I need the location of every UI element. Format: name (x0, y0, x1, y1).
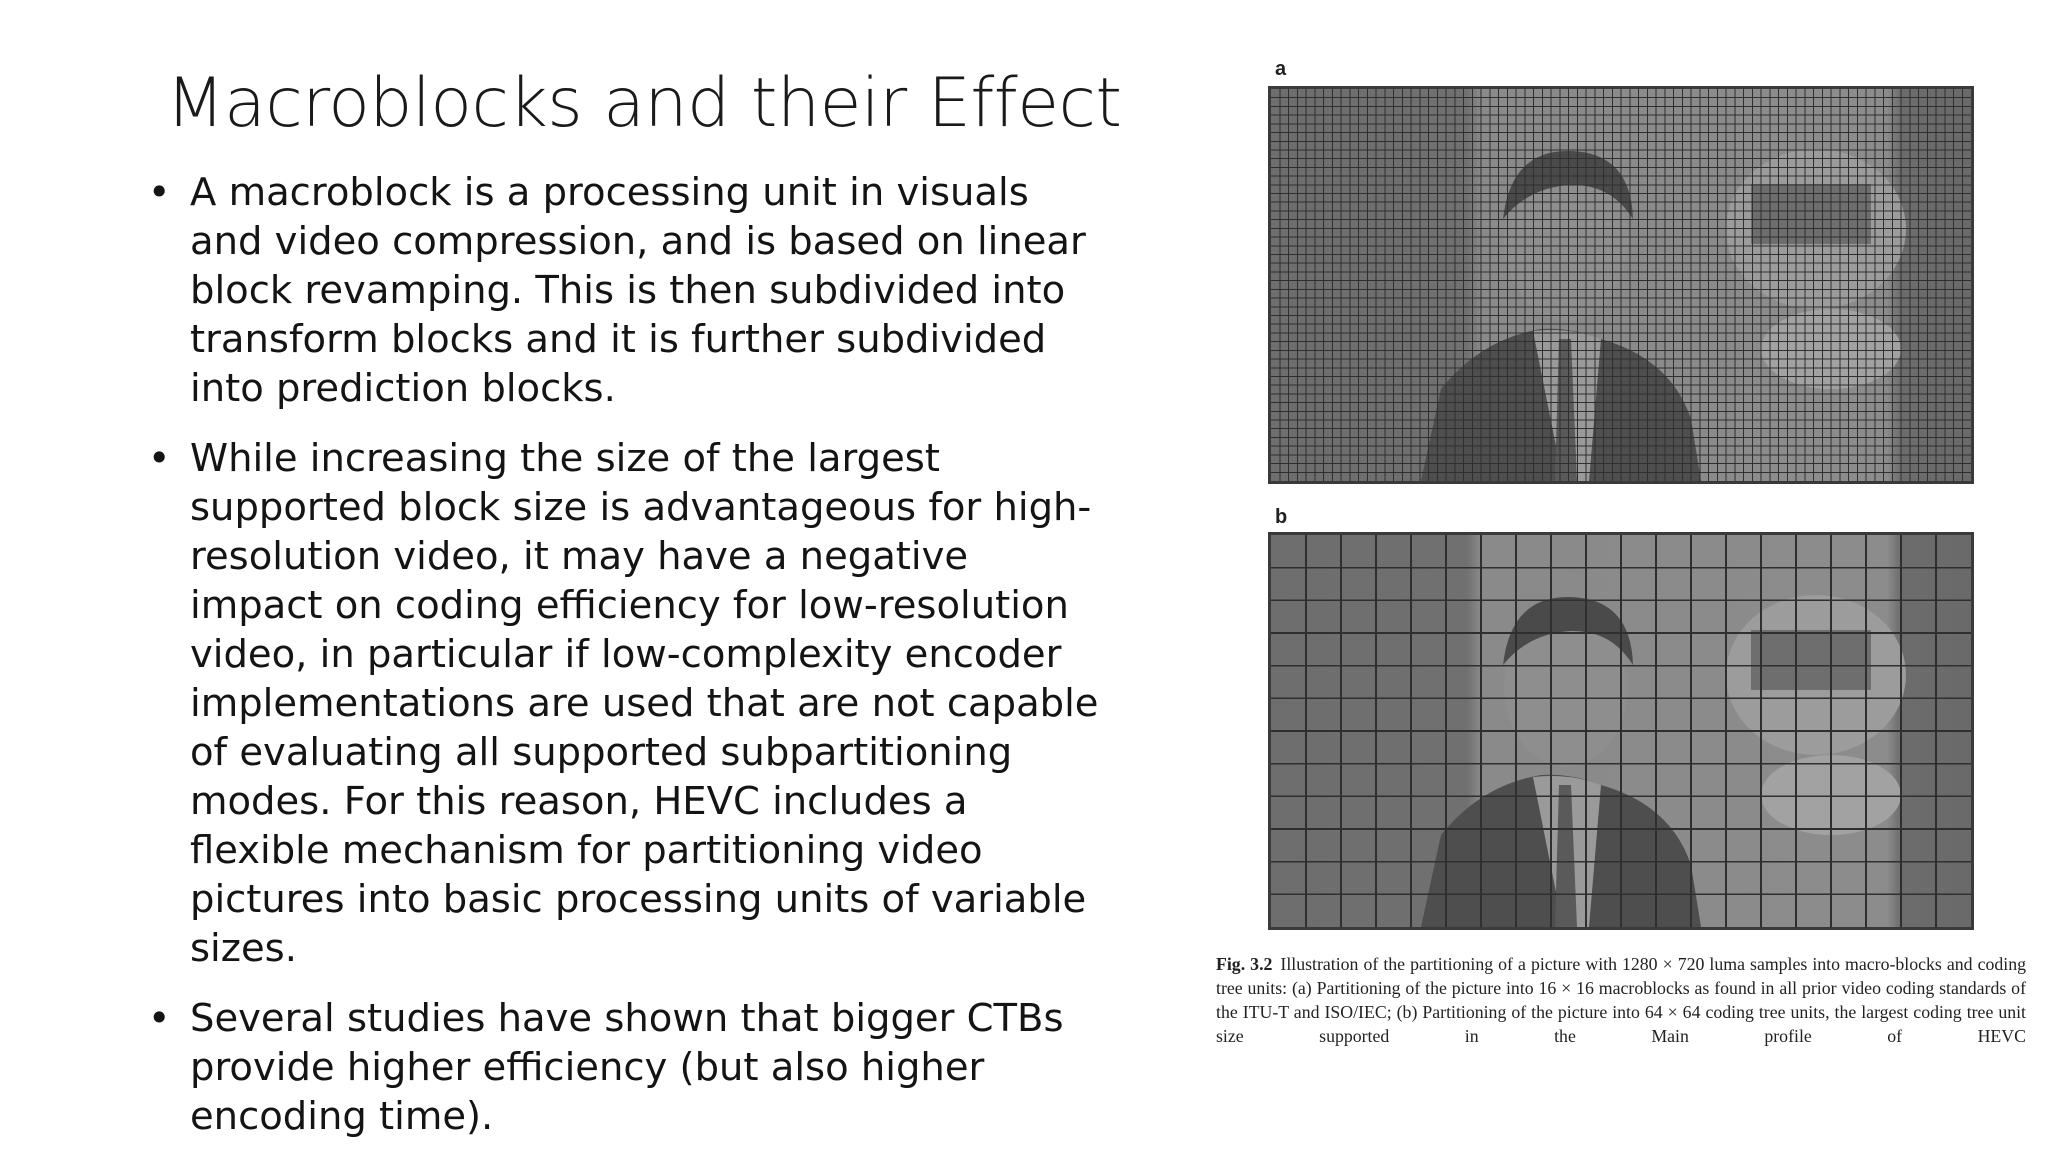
figure-panel-b (1268, 532, 1974, 930)
slide-title: Macroblocks and their Effect (166, 64, 1122, 143)
partition-grid (1271, 535, 1971, 927)
figure-caption (1216, 952, 2026, 1048)
figure-panel-a-label: a (1275, 58, 1287, 80)
bullet-text: A macroblock is a processing unit in visuals and video compression, and is based on linear block revamping. This is then subdivided into transform blocks and it is further subdivided into prediction blocks. (190, 170, 1086, 411)
figure-panel-a (1268, 86, 1974, 484)
partition-grid (1271, 89, 1971, 481)
macroblock-grid-image (1271, 89, 1971, 481)
bullet-marker: • (148, 996, 171, 1040)
photo-background-object-frame (1751, 184, 1871, 244)
bullet-text: While increasing the size of the largest supported block size is advantageous for high-resolution video, it may have a negative impact on coding efficiency for low-resolution video, in particular if low-complexity encoder implementations are used that are not capable of evaluating all supported subpartitioning modes. For this reason, HEVC includes a flexible mechanism for partitioning video pictures into basic processing units of variable sizes. (190, 436, 1099, 971)
bullet-marker: • (148, 170, 171, 214)
figure-panel-b-label: b (1275, 506, 1288, 528)
coding-tree-unit-grid-image (1271, 535, 1971, 927)
bullet-item-2 (148, 434, 1108, 973)
bullet-item-1 (148, 168, 1108, 413)
bullet-item-3 (148, 994, 1108, 1141)
photo-background-object-frame (1751, 630, 1871, 690)
figure-caption-number: Fig. 3.2 (1216, 954, 1273, 974)
bullet-text: Several studies have shown that bigger CTBs provide higher efficiency (but also higher encoding time). (190, 996, 1064, 1139)
bullet-list (148, 168, 1108, 1162)
bullet-marker: • (148, 436, 171, 480)
figure-caption-text: Illustration of the partitioning of a picture with 1280 × 720 luma samples into macro-blocks and coding tree units: (a) Partitioning of the picture into 16 × 16 macroblocks as found in all prior video coding standards of the ITU-T and ISO/IEC; (b) Partitioning of the picture into 64 × 64 coding tree units, the largest coding tree unit size supported in the Main profile of HEVC (1216, 954, 2026, 1046)
